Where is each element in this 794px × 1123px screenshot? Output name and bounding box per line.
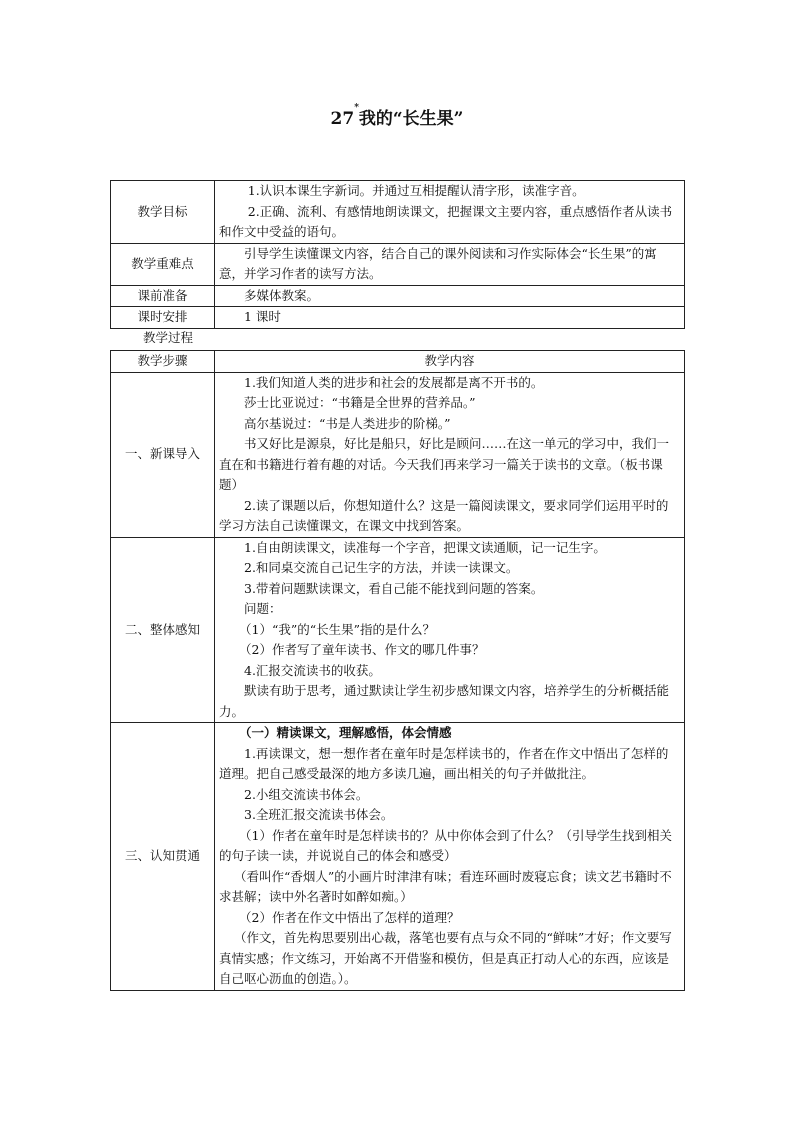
step-label-intro: 一、新课导入	[111, 372, 215, 537]
content-paragraph: 4.汇报交流读书的收获。	[244, 662, 381, 678]
process-row-overview	[111, 537, 685, 723]
info-paragraph: 多媒体教案。	[244, 287, 320, 303]
content-paragraph: 高尔基说过：“书是人类进步的阶梯。”	[244, 415, 451, 431]
content-paragraph: 1.自由朗读课文，读准每一个字音，把课文读通顺，记一记生字。	[244, 539, 606, 555]
header-content: 教学内容	[215, 351, 685, 373]
content-paragraph: 3.全班汇报交流读书体会。	[244, 807, 394, 822]
process-row-intro	[111, 372, 685, 537]
content-paragraph: 莎士比亚说过：“书籍是全世界的营养品。”	[244, 395, 476, 410]
info-row-schedule	[111, 307, 685, 329]
info-row-key-points	[111, 243, 685, 285]
step-content-understanding	[215, 723, 685, 991]
content-paragraph: （1）作者在童年时是怎样读书的？从中你体会到了什么？（引导学生找到相关的句子读一读，并说说自己的体会和感受）	[219, 827, 672, 863]
content-paragraph: 默读有助于思考，通过默读让学生初步感知课文内容，培养学生的分析概括能力。	[219, 683, 670, 719]
step-content-intro	[215, 372, 685, 537]
content-subheading: （一）精读课文，理解感悟，体会情感	[239, 725, 452, 740]
lesson-number: 27	[330, 109, 355, 129]
info-paragraph: 引导学生读懂课文内容，结合自己的课外阅读和习作实际体会“长生果”的寓意，并学习作者的读写方法。	[219, 245, 657, 281]
process-row-understanding	[111, 723, 685, 991]
lesson-info-table	[110, 180, 685, 329]
info-content-key-points	[215, 243, 685, 285]
content-paragraph: （1）“我”的“长生果”指的是什么？	[239, 621, 436, 637]
content-paragraph: 2.读了课题以后，你想知道什么？这是一篇阅读课文，要求同学们运用平时的学习方法自己读懂课文，在课文中找到答案。	[219, 497, 669, 533]
content-paragraph: （2）作者写了童年读书、作文的哪几件事？	[239, 642, 485, 657]
info-label-schedule: 课时安排	[111, 307, 215, 329]
content-paragraph: （作文，首先构思要别出心裁，落笔也要有点与众不同的“鲜味”才好；作文要写真情实感；作文练习，开始离不开借鉴和模仿，但是真正打动人心的东西，应该是自己呕心沥血的创造。）。	[219, 930, 672, 986]
lesson-title	[0, 104, 794, 129]
info-paragraph: 2.正确、流利、有感情地朗读课文，把握课文主要内容，重点感悟作者从读书和作文中受益的语句。	[219, 203, 673, 239]
step-label-understanding: 三、认知贯通	[111, 723, 215, 991]
process-caption: 教学过程	[143, 330, 194, 345]
info-content-goals	[215, 181, 685, 244]
content-paragraph: 1.我们知道人类的进步和社会的发展都是离不开书的。	[244, 374, 544, 390]
info-content-schedule	[215, 307, 685, 329]
info-label-key-points: 教学重难点	[111, 243, 215, 285]
info-row-preparation	[111, 285, 685, 307]
content-paragraph: 2.小组交流读书体会。	[244, 786, 369, 802]
content-paragraph: （2）作者在作文中悟出了怎样的道理？	[239, 909, 460, 925]
content-paragraph: （看叫作“香烟人”的小画片时津津有味；看连环画时废寝忘食；读文艺书籍时不求甚解；读中外名著时如醉如痴。）	[219, 868, 672, 904]
info-label-preparation: 课前准备	[111, 285, 215, 307]
content-paragraph: 2.和同桌交流自己记生字的方法，并读一读课文。	[244, 560, 519, 575]
content-paragraph: 问题：	[244, 601, 282, 616]
info-paragraph: 1 课时	[244, 309, 281, 324]
header-steps: 教学步骤	[111, 351, 215, 373]
lesson-title-text: 我的“长生果”	[358, 109, 464, 129]
info-label-goals: 教学目标	[111, 181, 215, 244]
info-paragraph: 1.认识本课生字新词。并通过互相提醒认清字形，读准字音。	[247, 183, 585, 198]
info-row-goals	[111, 181, 685, 244]
info-content-preparation	[215, 285, 685, 307]
teaching-process-table	[110, 350, 685, 991]
step-content-overview	[215, 537, 685, 723]
content-paragraph: 书又好比是源泉，好比是船只，好比是顾问……在这一单元的学习中，我们一直在和书籍进行着有趣的对话。今天我们再来学习一篇关于读书的文章。（板书课题）	[219, 436, 670, 492]
process-header-row	[111, 351, 685, 373]
step-label-overview: 二、整体感知	[111, 537, 215, 723]
optional-lesson-mark: *	[354, 103, 359, 113]
content-paragraph: 1.再读课文，想一想作者在童年时是怎样读书的，作者在作文中悟出了怎样的道理。把自己感受最深的地方多读几遍，画出相关的句子并做批注。	[219, 745, 669, 781]
content-paragraph: 3.带着问题默读课文，看自己能不能找到问题的答案。	[244, 580, 544, 596]
